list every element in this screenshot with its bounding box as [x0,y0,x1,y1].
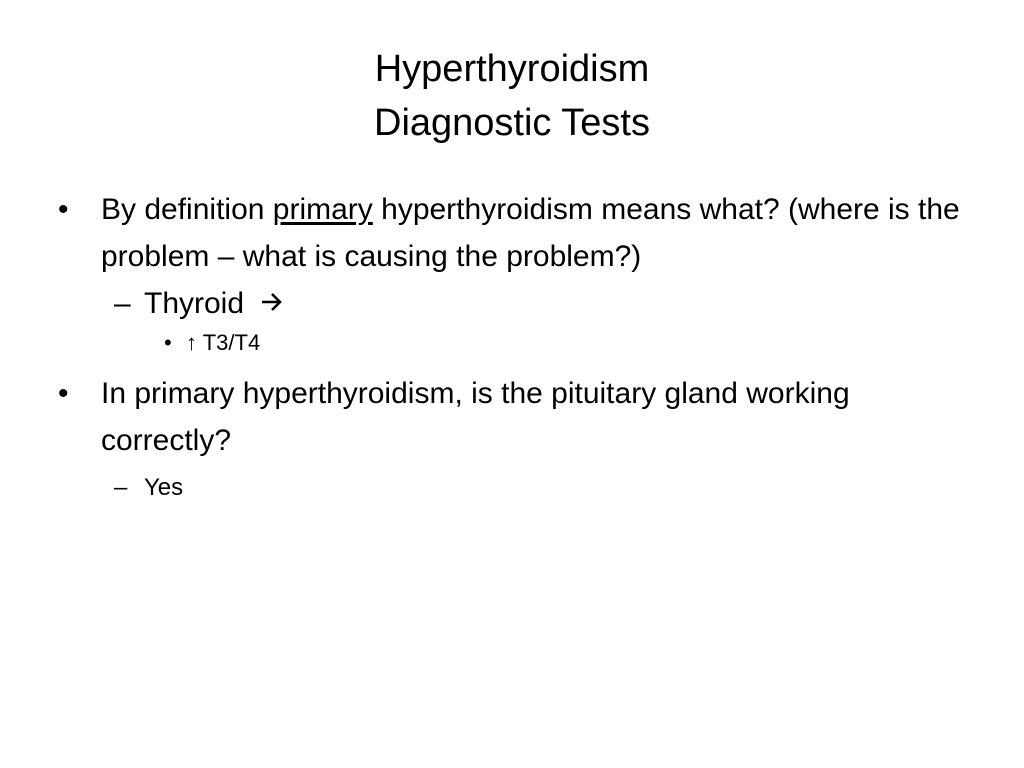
bullet-2-text: In primary hyperthyroidism, is the pituitary gland working correctly? [101,377,850,457]
bullet-1 [58,186,978,280]
slide-title [0,42,1024,150]
bullet-1-text-before: By definition [101,193,273,226]
sub-bullet-thyroid-text: Thyroid [144,287,245,320]
sub-bullet-yes [58,470,978,506]
title-line-2: Diagnostic Tests [374,102,650,144]
bullet-marker: • [58,193,69,226]
dash-marker: – [114,287,131,320]
sub-bullet-thyroid [58,282,978,326]
sub-bullet-yes-text: Yes [144,474,184,501]
bullet-2 [58,370,978,464]
dash-marker: – [114,474,128,501]
slide-body [58,186,978,506]
right-arrow-icon [260,292,284,312]
sub-sub-bullet-t3t4 [58,326,978,360]
bullet-1-text-after: hyperthyroidism means what? (where is the problem – what is causing the problem?) [101,193,960,273]
bullet-1-underlined: primary [272,193,373,226]
sub-sub-bullet-text: ↑ T3/T4 [186,330,261,355]
title-line-1: Hyperthyroidism [374,48,650,90]
bullet-marker: • [58,377,69,410]
sub-bullet-marker: • [164,330,172,355]
